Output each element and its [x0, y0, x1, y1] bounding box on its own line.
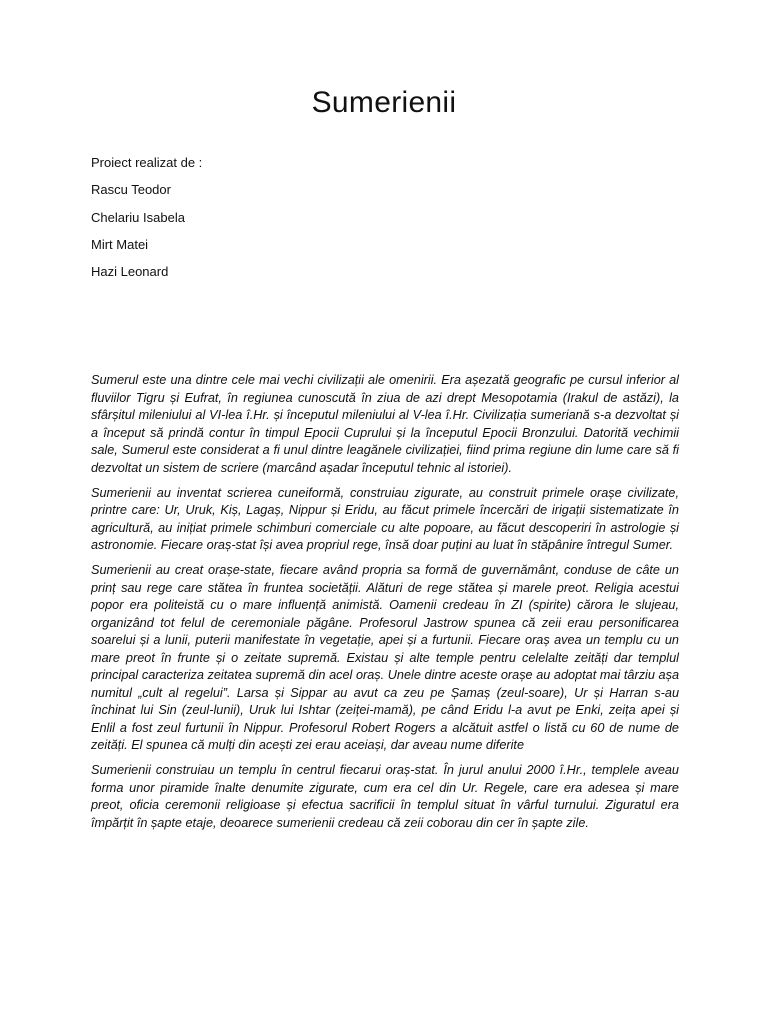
body-paragraph: Sumerienii construiau un templu în centrul fiecarui oraș-stat. În jurul anului 2000 î.Hr., templele aveau forma unor piramide înalte denumite zigurate, cum era cel din Ur. Regele, care era adesea și mare preot, oficia ceremonii religioase și efectua sacrificii în templul situat în vârful turnului. Ziguratul era împărțit în șapte etaje, deoarece sumerienii credeau că zeii coborau din cer în șapte zile.	[91, 763, 679, 830]
project-label: Proiect realizat de :	[91, 155, 203, 170]
body-paragraph: Sumerienii au creat orașe-state, fiecare având propria sa formă de guvernământ, conduse de câte un prinț sau rege care stătea în fruntea societății. Alături de rege stătea și marele preot. Religia acestui popor era politeistă cu o mare influență animistă. Oamenii credeau în ZI (spirite) cărora le slujeau, organizând tot felul de ceremoniale păgâne. Profesorul Jastrow spunea că zeii erau personificarea soarelui și a lunii, puterii manifestate în vegetație, apei și a furtunii. Fiecare oraș avea un templu cu un mare preot în frunte și o zeitate supremă. Existau și alte temple pentru celelalte zeități dar templul principal caracteriza zeitatea supremă din acel oraș. Unele dintre aceste orașe au adoptat mai târziu așa numitul „cult al regelui”. Larsa și Sippar au avut ca zeu pe Șamaș (zeul-soare), Ur și Harran s-au închinat lui Sin (zeul-lunii), Uruk lui Ishtar (zeiței-mamă), pe când Eridu l-a avut pe Enki, zeița apei și Enlil a fost zeul furtunii în Nippur. Profesorul Robert Rogers a alcătuit astfel o listă cu 60 de nume de zeități. El spunea că mulți din acești zei erau aceiași, dar aveau nume diferite	[91, 563, 679, 752]
document-title: Sumerienii	[311, 86, 457, 119]
author-block	[91, 154, 491, 290]
document-body	[91, 372, 679, 840]
author-name: Hazi Leonard	[91, 264, 169, 280]
body-paragraph: Sumerienii au inventat scrierea cuneiformă, construiau zigurate, au construit primele orașe civilizate, printre care: Ur, Uruk, Kiș, Lagaș, Nippur și Eridu, au făcut primele încercări de irigații sistematizate în agricultură, au inițiat primele schimburi comerciale cu alte popoare, au făcut descoperiri în astrologie și astronomie. Fiecare oraș-stat își avea propriul rege, însă doar puțini au luat în stăpânire întregul Sumer.	[91, 485, 679, 552]
author-name: Mirt Matei	[91, 236, 149, 252]
author-name: Rascu Teodor	[91, 182, 171, 198]
body-paragraph: Sumerul este una dintre cele mai vechi civilizații ale omenirii. Era așezată geografic pe cursul inferior al fluviilor Tigru și Eufrat, în regiunea cunoscută în ziua de azi drept Mesopotamia (Irakul de astăzi), la sfârșitul mileniului al VI-lea î.Hr. și începutul mileniului al V-lea î.Hr. Civilizația sumeriană s-a dezvoltat și a început să prindă contur în timpul Epocii Cuprului și la începutul Epocii Bronzului. Datorită vechimii sale, Sumerul este considerat a fi unul dintre leagănele civilizației, fiind prima regiune din lume care să fi dezvoltat un sistem de scriere (marcând așadar începutul tehnic al istoriei).	[91, 373, 679, 475]
author-name: Chelariu Isabela	[91, 209, 185, 225]
